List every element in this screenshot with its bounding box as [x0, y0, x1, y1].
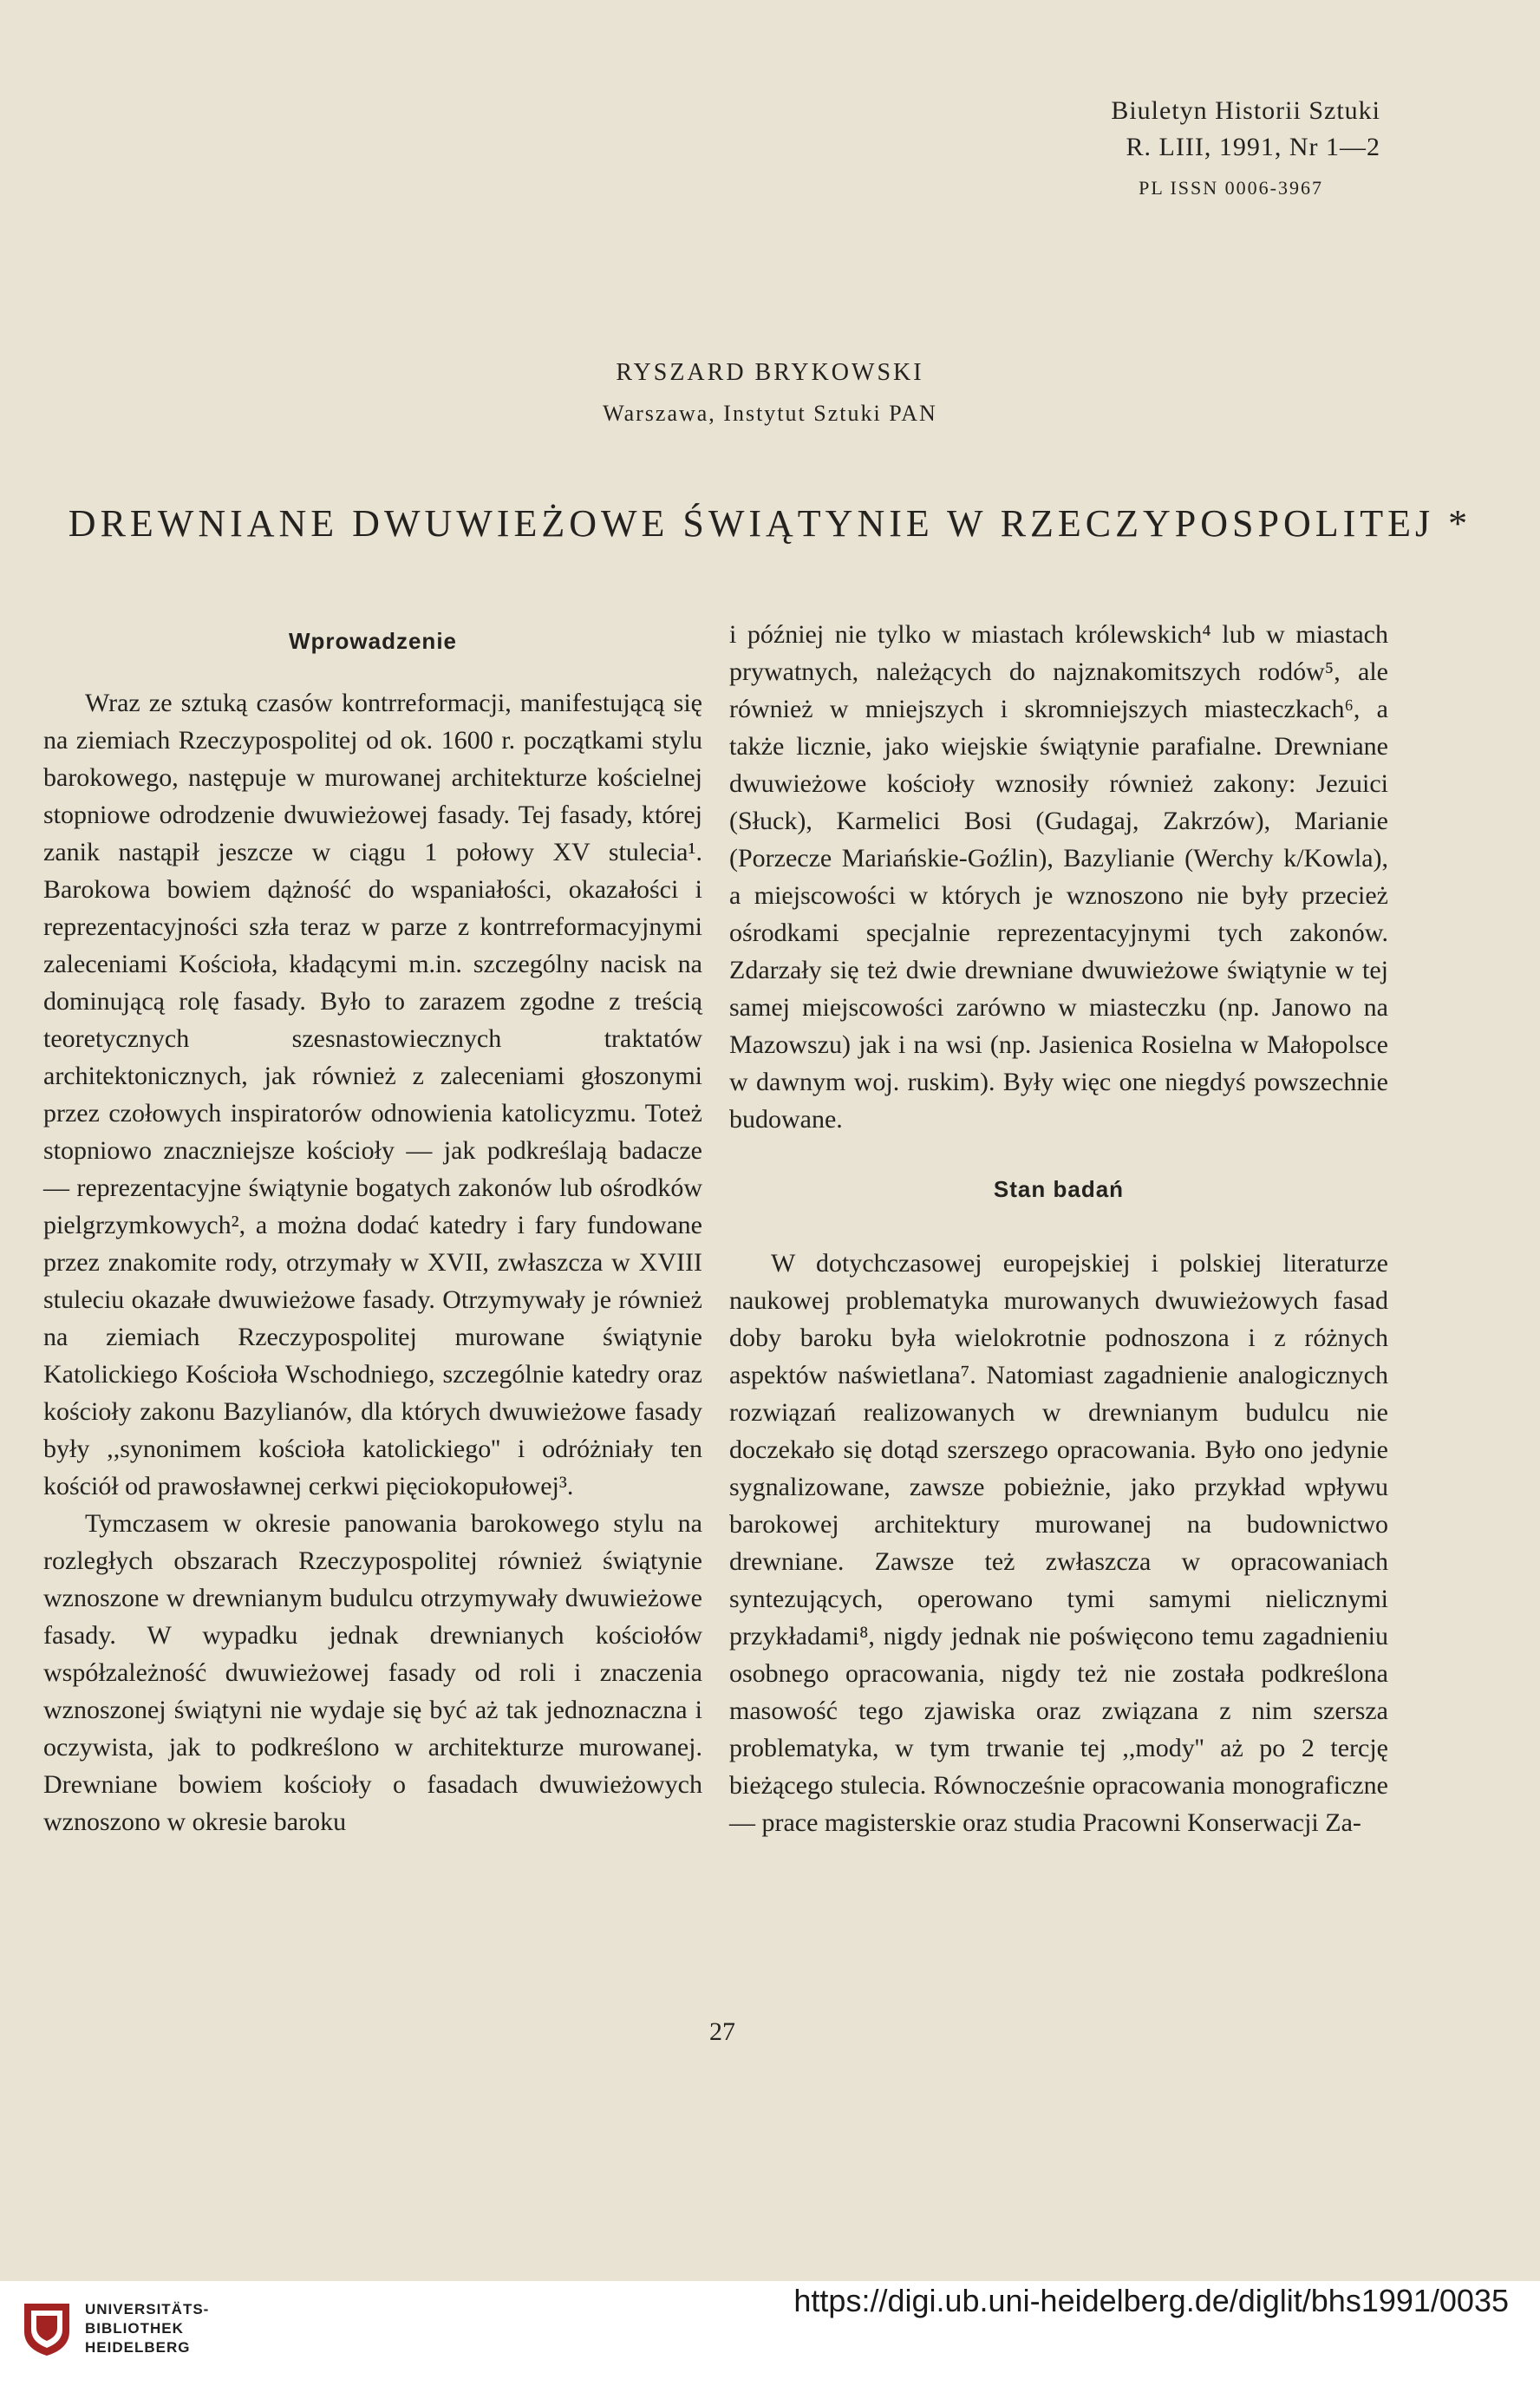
- paragraph: i później nie tylko w miastach królewskich⁴ lub w miastach prywatnych, należących do najznakomitszych rodów⁵, ale również w mniejszych i skromniejszych miasteczkach⁶, a także licznie, jako wiejskie świątynie parafialne. Drewniane dwuwieżowe kościoły wznosiły również zakony: Jezuici (Słuck), Karmelici Bosi (Gudagaj, Zakrzów), Marianie (Porzecze Mariańskie-Goźlin), Bazylianie (Werchy k/Kowla), a miejscowości w których je wznoszono nie były przecież ośrodkami specjalnie reprezentacyjnymi tych zakonów. Zdarzały się też dwie drewniane dwuwieżowe świątynie w tej samej miejscowości zarówno w miasteczku (np. Janowo na Mazowszu) jak i na wsi (np. Jasienica Rosielna w Małopolsce w dawnym woj. ruskim). Były więc one niegdyś powszechnie budowane.: [729, 620, 1388, 1134]
- paragraph: Tymczasem w okresie panowania barokowego stylu na rozległych obszarach Rzeczypospolitej również świątynie wznoszone w drewnianym budulcu otrzymywały dwuwieżowe fasady. W wypadku jednak drewnianych kościołów współzależność dwuwieżowej fasady od roli i znaczenia wznoszonej świątyni nie wydaje się być aż tak jednoznaczna i oczywista, jak to podkreślono w architekturze murowanej. Drewniane bowiem kościoły o fasadach dwuwieżowych wznoszono w okresie baroku: [43, 1509, 702, 1836]
- section-heading-state-of-research: Stan badań: [993, 1176, 1125, 1202]
- library-shield-icon: [19, 2298, 75, 2359]
- author-affiliation: Warszawa, Instytut Sztuki PAN: [603, 401, 937, 426]
- journal-volume: R. LIII, 1991, Nr 1—2: [1126, 133, 1380, 161]
- left-column: [43, 623, 702, 1840]
- paragraph: W dotychczasowej europejskiej i polskiej literaturze naukowej problematyka murowanych dwuwieżowych fasad doby baroku była wielokrotnie podnoszona i z różnych aspektów naświetlana⁷. Natomiast zagadnienie analogicznych rozwiązań realizowanych w drewnianym budulcu nie doczekało się dotąd szerszego opracowania. Było ono jedynie sygnalizowane, zawsze pobieżnie, jako przykład wpływu barokowej architektury murowanej na budownictwo drewniane. Zawsze też zwłaszcza w opracowaniach syntezujących, operowano tymi samymi nielicznymi przykładami⁸, nigdy jednak nie poświęcono temu zagadnieniu osobnego opracowania, nigdy też nie została podkreślona masowość tego zjawiska oraz związana z nim szersza problematyka, w tym trwanie tej ,,mody'' aż po 2 tercję bieżącego stulecia. Równocześnie opracowania monograficzne — prace magisterskie oraz studia Pracowni Konserwacji Za-: [729, 1249, 1388, 1837]
- source-url-link[interactable]: https://digi.ub.uni-heidelberg.de/diglit/bhs1991/0035: [793, 2283, 1509, 2318]
- article-title: DREWNIANE DWUWIEŻOWE ŚWIĄTYNIE W RZECZYPOSPOLITEJ *: [68, 502, 1472, 545]
- section-heading-introduction: Wprowadzenie: [288, 628, 457, 654]
- article-author: RYSZARD BRYKOWSKI: [616, 359, 924, 386]
- paragraph: Wraz ze sztuką czasów kontrreformacji, manifestującą się na ziemiach Rzeczypospolitej od ok. 1600 r. początkami stylu barokowego, następuje w murowanej architekturze kościelnej stopniowe odrodzenie dwuwieżowej fasady. Tej fasady, której zanik nastąpił jeszcze w ciągu 1 połowy XV stulecia¹. Barokowa bowiem dążność do wspaniałości, okazałości i reprezentacyjności szła teraz w parze z kontrreformacyjnymi zaleceniami Kościoła, kładącymi m.in. szczególny nacisk na dominującą rolę fasady. Było to zarazem zgodne z treścią teoretycznych szesnastowiecznych traktatów architektonicznych, jak również z zaleceniami głoszonymi przez czołowych inspiratorów odnowienia katolicyzmu. Toteż stopniowo znaczniejsze kościoły — jak podkreślają badacze — reprezentacyjne świątynie bogatych zakonów lub ośrodków pielgrzymkowych², a można dodać katedry i fary fundowane przez znakomite rody, otrzymały w XVII, zwłaszcza w XVIII stuleciu okazałe dwuwieżowe fasady. Otrzymywały je również na ziemiach Rzeczypospolitej murowane świątynie Katolickiego Kościoła Wschodniego, szczególnie katedry oraz kościoły zakonu Bazylianów, dla których dwuwieżowe fasady były ,,synonimem kościoła katolickiego'' i odróżniały ten kościół od prawosławnej cerkwi pięciokopułowej³.: [43, 689, 702, 1500]
- library-name: UNIVERSITÄTS- BIBLIOTHEK HEIDELBERG: [85, 2301, 210, 2356]
- journal-issn: PL ISSN 0006-3967: [1139, 177, 1323, 199]
- page-number: 27: [709, 2017, 735, 2046]
- journal-name: Biuletyn Historii Sztuki: [1111, 96, 1380, 125]
- right-column: [729, 616, 1388, 1841]
